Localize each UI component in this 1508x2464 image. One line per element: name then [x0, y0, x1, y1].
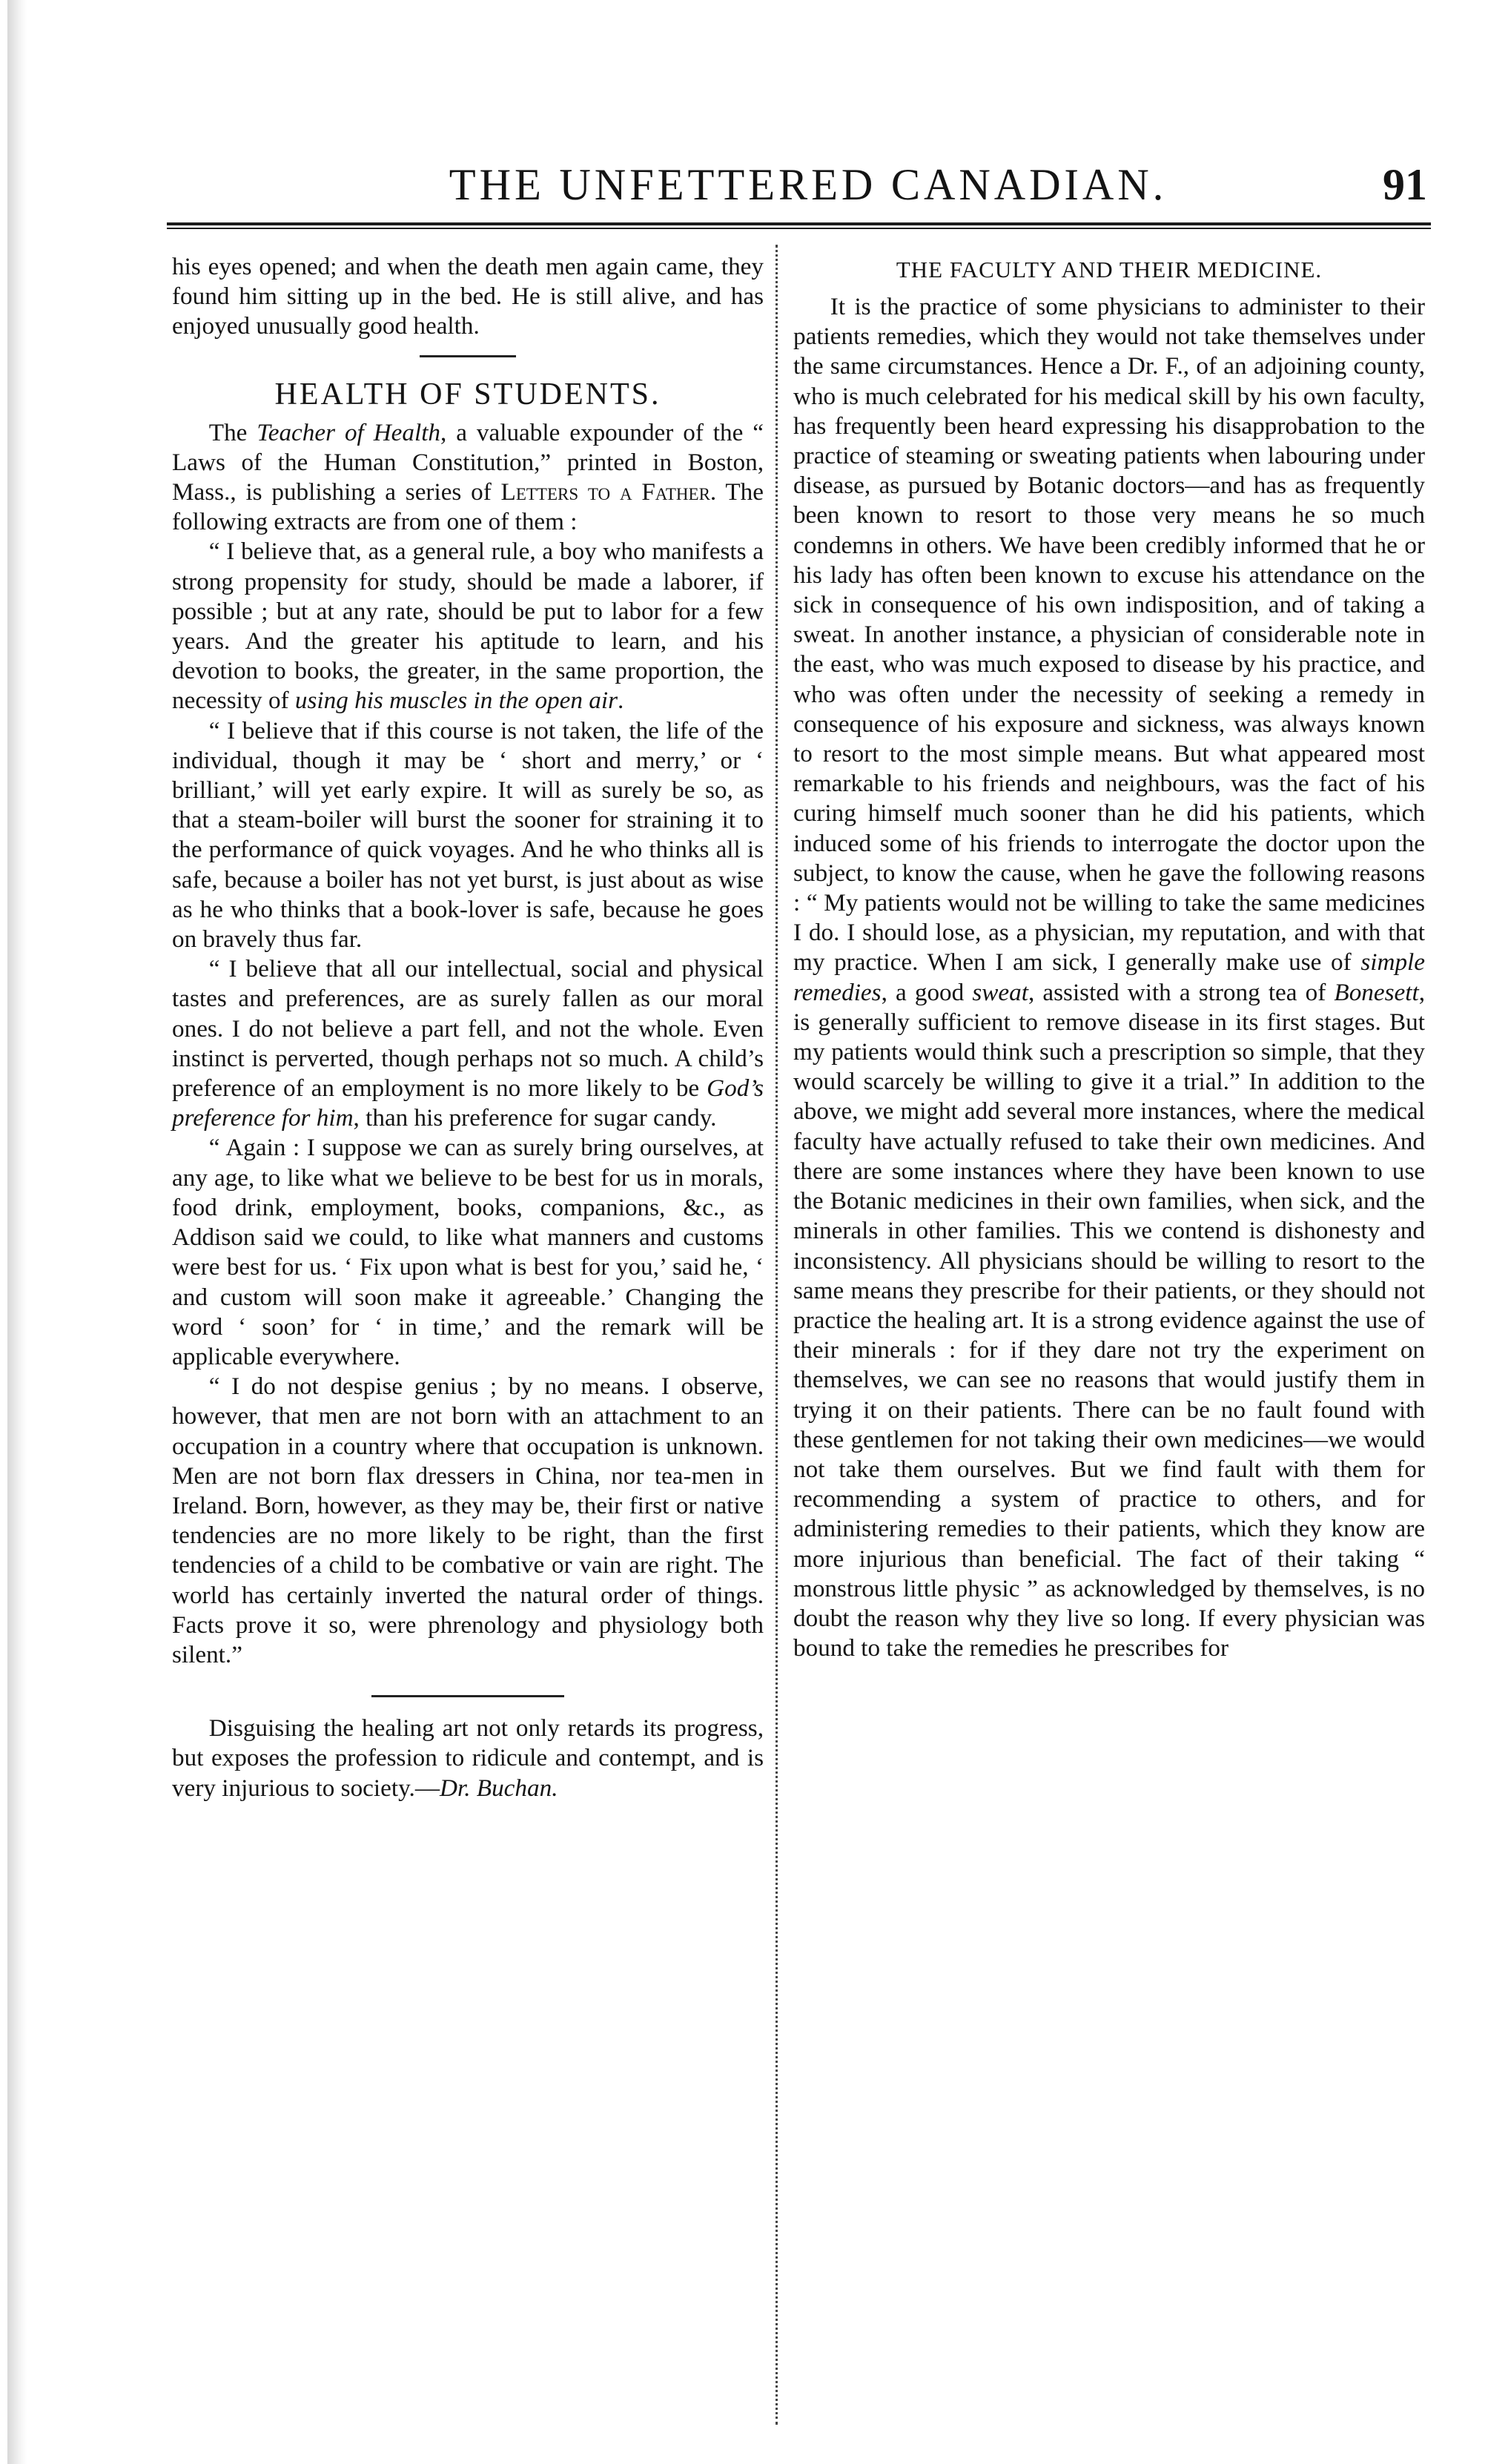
faculty-paragraph: It is the practice of some physicians to administer to their patients remedies, which they would not take themselves under the same circumstances. Hence a Dr. F., of an adjoining county, who is much celebrated for his medical skill by his own faculty, has frequently been heard expressing his disapprobation to the practice of steaming or sweating patients when labouring under disease, as pursued by Botanic doctors—and has as frequently been known to resort to those very means he so much condemns in others. We have been credibly informed that he or his lady has often been known to excuse his attendance on the sick in consequence of his own indisposition, and of taking a sweat. In another instance, a physician of considerable note in the east, who was much exposed to disease by his practice, and who was often under the necessity of seeking a remedy in consequence of his exposure and sickness, was always known to resort to the most simple means. But what appeared most remarkable to his friends and neighbours, was the fact of his curing himself much sooner than he did his patients, which induced some of his friends to interrogate the doctor upon the subject, to know the cause, when he gave the following reasons : “ My patients would not be willing to take the same medicines I do. I should lose, as a physician, my reputation, and with that my practice. When I am sick, I generally make use of simple remedies, a good sweat, assisted with a strong tea of Bonesett, is generally sufficient to remove disease in its first stages. But my patients would think such a prescription so simple, that they would scarcely be willing to give it a trial.” In addition to the above, we might add several more instances, where the medical faculty have actually refused to take their own medicines. And there are some instances where they have been known to use the Botanic medicines in their own families, when sick, and the minerals in other families. This we contend is dishonesty and inconsistency. All physicians should be willing to resort to the same means they prescribe for their patients, or they should not practice the healing art. It is a strong evidence against the use of their minerals : for if they dare not try the experiment on themselves, we can see no reasons that would justify them in trying it on their patients. There can be no fault found with these gentlemen for not taking their own medicines—we would not take them ourselves. But we find fault with them for recommending a system of practice to others, and for administering remedies to their patients, which they know are more injurious than beneficial. The fact of their taking “ monstrous little physic ” as acknowledged by themselves, is no doubt the reason why they live so long. If every physician was bound to take the remedies he prescribes for	[793, 293, 1425, 1662]
page-edge-shadow	[7, 0, 27, 2464]
buchan-quote: Disguising the healing art not only retards its progress, but exposes the profession to ridicule and contempt, and is very injurious to society.—Dr. Buchan.	[172, 1714, 764, 1802]
quote-separator	[371, 1695, 564, 1697]
extract-paragraph: “ Again : I suppose we can as surely bring ourselves, at any age, to like what we believe to be best for us in morals, food drink, employment, books, companions, &c., as Addison said we could, to like what manners and customs were best for us. ‘ Fix upon what is best for you,’ said he, ‘ and custom will soon make it agreeable.’ Changing the word ‘ soon’ for ‘ in time,’ and the remark will be applicable everywhere.	[172, 1134, 764, 1370]
left-column	[172, 252, 764, 1803]
teacher-of-health-title: Teacher of Health	[257, 418, 441, 446]
right-column	[793, 252, 1425, 1663]
running-title: THE UNFETTERED CANADIAN.	[449, 160, 1168, 209]
extract-paragraph: “ I believe that, as a general rule, a boy who manifests a strong propensity for study, should be made a laborer, if possible ; but at any rate, should be put to labor for a few years. And the greater his aptitude to learn, and his devotion to books, the greater, in the same proportion, the necessity of using his muscles in the open air.	[172, 538, 764, 715]
page-header	[133, 152, 1427, 211]
health-of-students-heading: HEALTH OF STUDENTS.	[274, 377, 661, 412]
quote-source: Dr. Buchan.	[440, 1774, 558, 1802]
intro-paragraph: The Teacher of Health, a valuable expounder of the “ Laws of the Human Constitution,” printed in Boston, Mass., is publishing a series of Letters to a Father. The following extracts are from one of them :	[172, 418, 764, 536]
page-number: 91	[1383, 160, 1427, 209]
continuation-paragraph: his eyes opened; and when the death men again came, they found him sitting up in the bed. He is still alive, and has enjoyed unusually good health.	[172, 253, 764, 340]
section-separator	[420, 355, 516, 357]
extract-paragraph: “ I do not despise genius ; by no means. I observe, however, that men are not born with an attachment to an occupation in a country where that occupation is unknown. Men are not born flax dressers in China, nor tea-men in Ireland. Born, however, as they may be, their first or native tendencies are no more likely to be right, than the first tendencies of a child to be combative or vain are right. The world has certainly inverted the natural order of things. Facts prove it so, were phrenology and physiology both silent.”	[172, 1373, 764, 1668]
faculty-medicine-heading: THE FACULTY AND THEIR MEDICINE.	[896, 257, 1323, 283]
column-divider	[776, 245, 778, 2425]
extract-paragraph: “ I believe that if this course is not taken, the life of the individual, though it may be ‘ short and merry,’ or ‘ brilliant,’ will yet early expire. It will as surely be so, as that a steam-boiler will burst the sooner for straining it to the performance of quick voyages. And he who thinks all is safe, because a boiler has not yet burst, is just about as wise as he who thinks that a book-lover is safe, because he goes on bravely thus far.	[172, 716, 764, 954]
extract-paragraph: “ I believe that all our intellectual, social and physical tastes and preferences, are as surely fallen as our moral ones. I do not believe a part fell, and not the whole. Even instinct is perverted, though perhaps not so much. A child’s preference of an employment is no more likely to be God’s preference for him, than his preference for sugar candy.	[172, 955, 764, 1132]
letters-to-a-father: Letters to a Father	[500, 478, 710, 506]
header-double-rule	[167, 222, 1431, 229]
